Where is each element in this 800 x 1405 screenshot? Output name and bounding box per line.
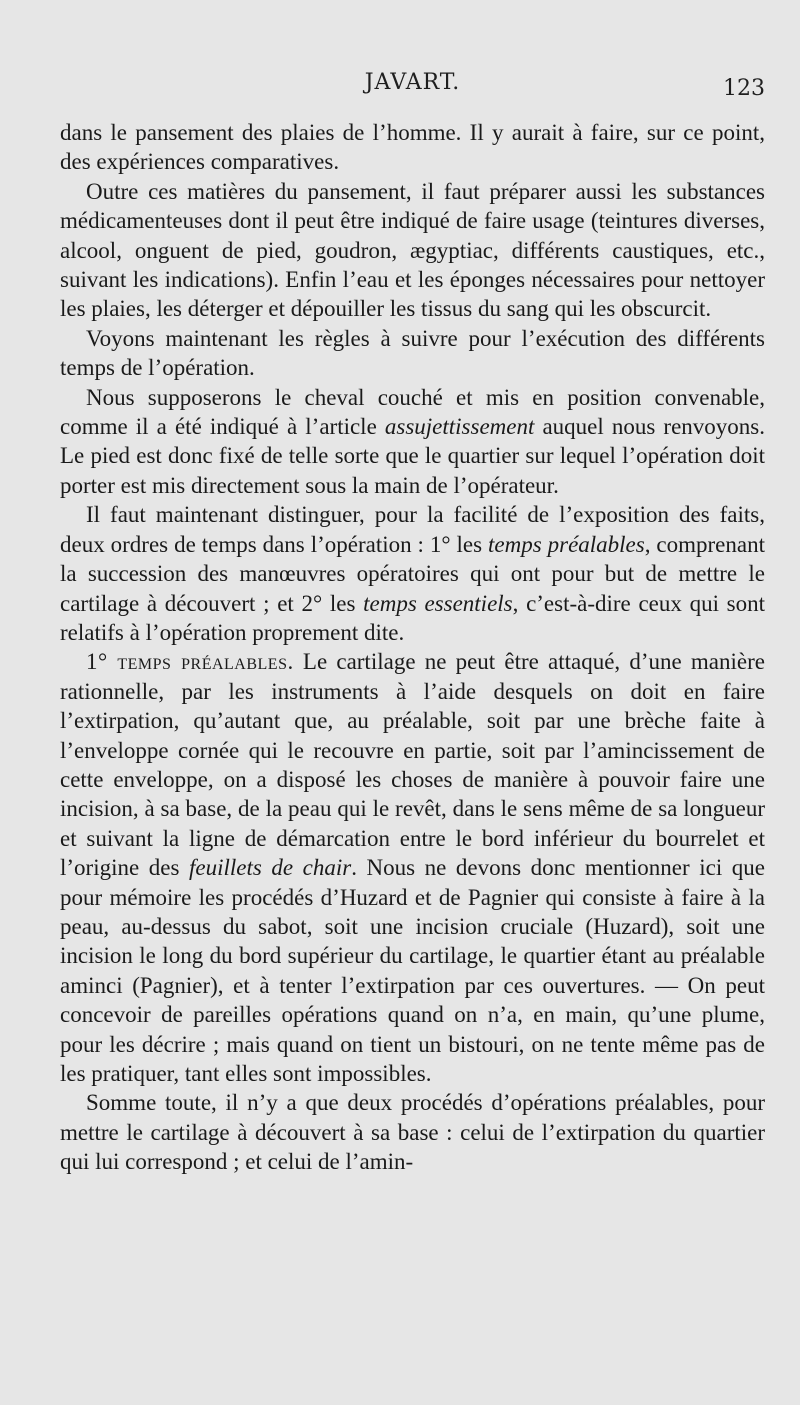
running-title: JAVART. <box>364 70 461 95</box>
paragraph <box>60 1088 765 1176</box>
italic-term: temps préalables <box>488 531 645 557</box>
paragraph <box>60 383 765 501</box>
text-run: Outre ces matières du pansement, il faut préparer aussi les substances médicamenteuses dont il peut être indiqué de faire usage (teintures diverses, alcool, onguent de pied, goudron, ægyptiac, différents caustiques, etc., suivant les indications). Enfin l’eau et les éponges nécessaires pour nettoyer les plaies, les déterger et dépouiller les tissus du sang qui les obscurcit. <box>60 178 765 322</box>
paragraph <box>60 647 765 1088</box>
text-run: , comprenant la succession des manœuvres opératoires qui ont pour but de mettre le cartilage à découvert ; et 2° les <box>60 531 765 616</box>
paragraph <box>60 500 765 647</box>
body-text <box>60 118 765 1177</box>
text-run: Il faut maintenant distinguer, pour la facilité de l’exposition des faits, deux ordres de temps dans l’opération : 1° les <box>60 502 765 557</box>
italic-term: feuillets de chair <box>189 855 352 881</box>
text-run: dans le pansement des plaies de l’homme. Il y aurait à faire, sur ce point, des expériences comparatives. <box>60 120 765 175</box>
text-run: Somme toute, il n’y a que deux procédés d’opérations préalables, pour mettre le cartilage à découvert à sa base : celui de l’extirpation du quartier qui lui correspond ; et celui de l’amin- <box>60 1090 765 1175</box>
italic-term: assujettissement <box>384 414 535 440</box>
text-run: Le cartilage ne peut être attaqué, d’une manière rationnelle, par les instruments à l’aide desquels on doit en faire l’extirpation, qu’autant que, au préalable, soit par une brèche faite à l’enveloppe cornée qui le recouvre en partie, soit par l’amincissement de cette enveloppe, on a disposé les choses de manière à pouvoir faire une incision, à sa base, de la peau qui le revêt, dans le sens même de sa longueur et suivant la ligne de démarcation entre le bord inférieur du bourrelet et l’origine des <box>60 649 765 881</box>
page-number: 123 <box>723 76 765 101</box>
italic-term: temps essentiels <box>363 590 513 616</box>
paragraph <box>60 177 765 324</box>
paragraph <box>60 118 765 177</box>
text-run: auquel nous renvoyons. Le pied est donc fixé de telle sorte que le quartier sur lequel l’opération doit porter est mis directement sous la main de l’opérateur. <box>60 414 765 498</box>
text-run: Voyons maintenant les règles à suivre pour l’exécution des différents temps de l’opération. <box>60 325 765 381</box>
text-run: Nous supposerons le cheval couché et mis en position convenable, comme il a été indiqué à l’article <box>60 384 765 440</box>
page-header <box>60 70 765 110</box>
section-heading: 1° temps préalables. <box>86 649 294 675</box>
text-run: , c’est-à-dire ceux qui sont relatifs à l’opération proprement dite. <box>60 590 765 645</box>
text-run: . Nous ne devons donc mentionner ici que pour mémoire les procédés d’Huzard et de Pagnier qui consiste à faire à la peau, au-dessus du sabot, soit une incision cruciale (Huzard), soit une incision le long du bord supérieur du cartilage, le quartier étant au préalable aminci (Pagnier), et à tenter l’extirpation par ces ouvertures. — On peut concevoir de pareilles opérations quand on n’a, en main, qu’une plume, pour les décrire ; mais quand on tient un bistouri, on ne tente même pas de les pratiquer, tant elles sont impossibles. <box>60 855 766 1086</box>
paragraph <box>60 324 765 383</box>
